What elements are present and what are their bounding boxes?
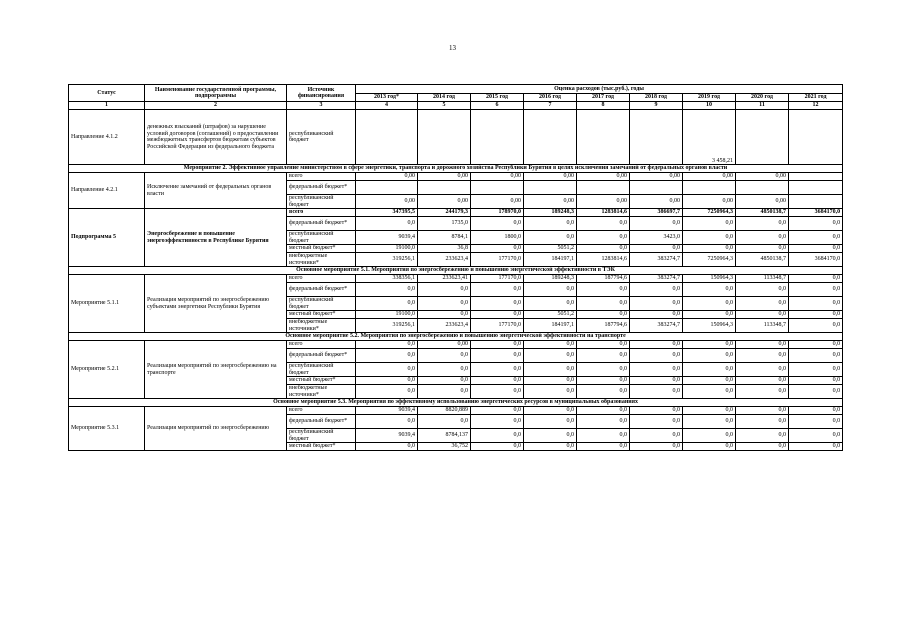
status-cell: Направление 4.1.2 bbox=[69, 110, 145, 165]
value-cell: 0,0 bbox=[736, 407, 789, 415]
col-number: 4 bbox=[356, 102, 418, 110]
source-cell: федеральный бюджет* bbox=[287, 181, 356, 195]
value-cell: 0,0 bbox=[789, 275, 843, 283]
value-cell: 0,0 bbox=[356, 297, 418, 311]
col-number: 3 bbox=[287, 102, 356, 110]
value-cell: 0,0 bbox=[736, 415, 789, 429]
source-cell: всего bbox=[287, 407, 356, 415]
value-cell: 0,0 bbox=[418, 385, 471, 399]
value-cell: 0,0 bbox=[577, 443, 630, 451]
source-cell: республиканский бюджет bbox=[287, 363, 356, 377]
value-cell: 233623,41 bbox=[418, 275, 471, 283]
source-cell: федеральный бюджет* bbox=[287, 349, 356, 363]
value-cell: 5051,2 bbox=[524, 311, 577, 319]
value-cell: 0,0 bbox=[418, 311, 471, 319]
value-cell: 0,0 bbox=[471, 311, 524, 319]
value-cell: 319256,1 bbox=[356, 319, 418, 333]
value-cell: 0,00 bbox=[630, 195, 683, 209]
block-531 bbox=[69, 407, 843, 451]
value-cell: 9039,4 bbox=[356, 407, 418, 415]
col-number: 1 bbox=[69, 102, 145, 110]
value-cell: 184197,1 bbox=[524, 253, 577, 267]
value-cell: 0,0 bbox=[789, 231, 843, 245]
value-cell: 0,0 bbox=[356, 385, 418, 399]
value-cell: 0,0 bbox=[683, 363, 736, 377]
value-cell: 0,00 bbox=[577, 173, 630, 181]
value-cell: 0,0 bbox=[736, 245, 789, 253]
value-cell: 4850138,7 bbox=[736, 253, 789, 267]
block-521 bbox=[69, 341, 843, 399]
value-cell: 0,0 bbox=[356, 363, 418, 377]
value-cell: 383274,7 bbox=[630, 319, 683, 333]
value-cell: 0,0 bbox=[683, 217, 736, 231]
value-cell: 0,0 bbox=[418, 363, 471, 377]
value-cell bbox=[630, 181, 683, 195]
col-number: 10 bbox=[683, 102, 736, 110]
value-cell: 0,00 bbox=[736, 195, 789, 209]
value-cell bbox=[577, 181, 630, 195]
value-cell: 3 458,21 bbox=[683, 110, 736, 165]
source-cell: всего bbox=[287, 275, 356, 283]
value-cell: 0,0 bbox=[524, 363, 577, 377]
value-cell: 0,0 bbox=[577, 311, 630, 319]
value-cell: 0,0 bbox=[471, 245, 524, 253]
value-cell: 244179,3 bbox=[418, 209, 471, 217]
value-cell: 0,0 bbox=[524, 407, 577, 415]
value-cell: 0,0 bbox=[524, 283, 577, 297]
value-cell: 177170,0 bbox=[471, 319, 524, 333]
value-cell: 0,0 bbox=[736, 363, 789, 377]
value-cell: 0,0 bbox=[789, 341, 843, 349]
header-year: 2013 год* bbox=[356, 94, 418, 102]
value-cell: 9039,4 bbox=[356, 429, 418, 443]
block-511 bbox=[69, 275, 843, 333]
status-cell: Мероприятие 5.3.1 bbox=[69, 407, 145, 451]
block-subprogram-5 bbox=[69, 209, 843, 267]
value-cell: 0,0 bbox=[630, 245, 683, 253]
value-cell: 0,0 bbox=[789, 415, 843, 429]
page-number: 13 bbox=[449, 44, 456, 52]
value-cell: 0,0 bbox=[683, 231, 736, 245]
value-cell: 0,0 bbox=[789, 283, 843, 297]
value-cell: 0,0 bbox=[630, 349, 683, 363]
value-cell: 0,0 bbox=[471, 217, 524, 231]
header-year: 2017 год bbox=[577, 94, 630, 102]
table-row bbox=[69, 407, 843, 415]
value-cell: 0,0 bbox=[789, 297, 843, 311]
value-cell: 0,0 bbox=[356, 377, 418, 385]
source-cell: внебюджетные источники* bbox=[287, 319, 356, 333]
source-cell: местный бюджет* bbox=[287, 245, 356, 253]
value-cell: 0,00 bbox=[356, 195, 418, 209]
section-heading: Мероприятие 2. Эффективное управление министерством в сфере энергетики, транспорта и дорожного хозяйства Республики Бурятия в целях исключения замечаний от федеральных органов власти bbox=[69, 165, 843, 173]
value-cell: 0,0 bbox=[524, 429, 577, 443]
value-cell: 184197,1 bbox=[524, 319, 577, 333]
value-cell: 0,0 bbox=[356, 283, 418, 297]
value-cell: 0,0 bbox=[471, 363, 524, 377]
value-cell: 19100,0 bbox=[356, 245, 418, 253]
source-cell: местный бюджет* bbox=[287, 443, 356, 451]
value-cell: 0,0 bbox=[471, 297, 524, 311]
value-cell: 0,00 bbox=[471, 195, 524, 209]
value-cell: 0,0 bbox=[524, 231, 577, 245]
value-cell: 0,0 bbox=[736, 385, 789, 399]
value-cell: 0,0 bbox=[524, 415, 577, 429]
value-cell: 0,00 bbox=[418, 341, 471, 349]
table-row bbox=[69, 173, 843, 181]
budget-table bbox=[68, 84, 843, 451]
value-cell: 0,0 bbox=[577, 429, 630, 443]
value-cell: 0,0 bbox=[577, 415, 630, 429]
status-cell: Подпрограмма 5 bbox=[69, 209, 145, 267]
header-source: Источник финансирования bbox=[287, 85, 356, 102]
value-cell: 0,0 bbox=[471, 377, 524, 385]
value-cell: 0,0 bbox=[683, 349, 736, 363]
value-cell: 0,0 bbox=[471, 443, 524, 451]
value-cell: 0,0 bbox=[736, 217, 789, 231]
value-cell: 0,0 bbox=[736, 283, 789, 297]
col-number: 11 bbox=[736, 102, 789, 110]
value-cell: 8784,137 bbox=[418, 429, 471, 443]
value-cell: 3423,0 bbox=[630, 231, 683, 245]
value-cell: 0,0 bbox=[683, 429, 736, 443]
value-cell: 0,0 bbox=[471, 349, 524, 363]
source-cell: республиканский бюджет bbox=[287, 297, 356, 311]
value-cell: 0,0 bbox=[577, 341, 630, 349]
value-cell: 3684170,0 bbox=[789, 253, 843, 267]
value-cell bbox=[789, 181, 843, 195]
value-cell: 347395,5 bbox=[356, 209, 418, 217]
value-cell: 0,0 bbox=[736, 349, 789, 363]
value-cell: 0,00 bbox=[577, 195, 630, 209]
value-cell: 0,0 bbox=[683, 415, 736, 429]
source-cell: местный бюджет* bbox=[287, 377, 356, 385]
value-cell: 0,0 bbox=[630, 443, 683, 451]
col-number: 6 bbox=[471, 102, 524, 110]
value-cell: 233623,4 bbox=[418, 319, 471, 333]
value-cell: 0,0 bbox=[683, 443, 736, 451]
value-cell: 1283814,6 bbox=[577, 253, 630, 267]
value-cell: 0,0 bbox=[789, 385, 843, 399]
value-cell: 187794,6 bbox=[577, 319, 630, 333]
value-cell: 0,0 bbox=[683, 297, 736, 311]
source-cell: внебюджетные источники* bbox=[287, 253, 356, 267]
value-cell: 0,0 bbox=[471, 407, 524, 415]
value-cell: 0,00 bbox=[524, 173, 577, 181]
value-cell: 0,0 bbox=[471, 385, 524, 399]
value-cell: 0,0 bbox=[577, 385, 630, 399]
value-cell: 0,0 bbox=[577, 349, 630, 363]
source-cell: федеральный бюджет* bbox=[287, 415, 356, 429]
name-cell: Реализация мероприятий по энергосбережению bbox=[145, 407, 287, 451]
value-cell: 0,0 bbox=[630, 217, 683, 231]
name-cell: денежных взысканий (штрафов) за нарушение условий договоров (соглашений) о предоставлении межбюджетных трансфертов бюджетам субъектов Российской Федерации из федерального бюджета bbox=[145, 110, 287, 165]
header-year: 2016 год bbox=[524, 94, 577, 102]
value-cell: 0,0 bbox=[683, 283, 736, 297]
col-number: 12 bbox=[789, 102, 843, 110]
name-cell: Исключение замечаний от федеральных органов власти bbox=[145, 173, 287, 209]
value-cell: 0,0 bbox=[418, 297, 471, 311]
value-cell: 0,0 bbox=[418, 283, 471, 297]
value-cell: 319256,1 bbox=[356, 253, 418, 267]
value-cell: 4850138,7 bbox=[736, 209, 789, 217]
value-cell: 0,0 bbox=[471, 341, 524, 349]
status-cell: Мероприятие 5.1.1 bbox=[69, 275, 145, 333]
value-cell: 0,00 bbox=[524, 195, 577, 209]
value-cell: 0,0 bbox=[630, 407, 683, 415]
value-cell: 1283814,6 bbox=[577, 209, 630, 217]
value-cell: 0,0 bbox=[524, 443, 577, 451]
value-cell: 0,0 bbox=[356, 341, 418, 349]
value-cell: 7250964,3 bbox=[683, 253, 736, 267]
value-cell bbox=[736, 181, 789, 195]
value-cell: 0,0 bbox=[630, 283, 683, 297]
value-cell bbox=[789, 195, 843, 209]
value-cell: 338356,1 bbox=[356, 275, 418, 283]
value-cell: 0,0 bbox=[789, 377, 843, 385]
value-cell: 0,0 bbox=[789, 407, 843, 415]
value-cell: 0,0 bbox=[736, 231, 789, 245]
value-cell: 0,00 bbox=[736, 173, 789, 181]
section-heading: Основное мероприятие 5.2. Мероприятия по энергосбережению и повышению энергетической эффективности на транспорте bbox=[69, 333, 843, 341]
value-cell: 0,0 bbox=[356, 217, 418, 231]
value-cell: 0,0 bbox=[683, 341, 736, 349]
value-cell: 0,0 bbox=[789, 319, 843, 333]
value-cell: 150964,3 bbox=[683, 319, 736, 333]
value-cell: 0,00 bbox=[683, 195, 736, 209]
value-cell: 19100,0 bbox=[356, 311, 418, 319]
source-cell: республиканский бюджет bbox=[287, 195, 356, 209]
value-cell: 0,0 bbox=[789, 429, 843, 443]
col-number: 5 bbox=[418, 102, 471, 110]
value-cell: 0,0 bbox=[789, 349, 843, 363]
value-cell: 0,0 bbox=[789, 245, 843, 253]
value-cell: 0,0 bbox=[577, 363, 630, 377]
value-cell: 0,0 bbox=[524, 349, 577, 363]
status-cell: Мероприятие 5.2.1 bbox=[69, 341, 145, 399]
value-cell: 0,0 bbox=[356, 443, 418, 451]
source-cell: республиканский бюджет bbox=[287, 110, 356, 165]
value-cell: 0,0 bbox=[577, 231, 630, 245]
value-cell: 178970,0 bbox=[471, 209, 524, 217]
value-cell bbox=[524, 181, 577, 195]
value-cell: 113348,7 bbox=[736, 275, 789, 283]
value-cell: 0,0 bbox=[736, 443, 789, 451]
value-cell bbox=[789, 173, 843, 181]
source-cell: всего bbox=[287, 341, 356, 349]
value-cell: 0,0 bbox=[577, 245, 630, 253]
source-cell: республиканский бюджет bbox=[287, 429, 356, 443]
source-cell: местный бюджет* bbox=[287, 311, 356, 319]
header-estimate: Оценка расходов (тыс.руб.), годы bbox=[356, 85, 843, 94]
header-year: 2014 год bbox=[418, 94, 471, 102]
value-cell: 36,752 bbox=[418, 443, 471, 451]
col-number: 8 bbox=[577, 102, 630, 110]
header-name: Наименование государственной программы, подпрограммы bbox=[145, 85, 287, 102]
value-cell: 113348,7 bbox=[736, 319, 789, 333]
value-cell: 0,0 bbox=[789, 443, 843, 451]
value-cell: 0,0 bbox=[683, 245, 736, 253]
value-cell: 7250964,3 bbox=[683, 209, 736, 217]
value-cell: 0,0 bbox=[630, 297, 683, 311]
value-cell: 9039,4 bbox=[356, 231, 418, 245]
col-number: 7 bbox=[524, 102, 577, 110]
header-year: 2018 год bbox=[630, 94, 683, 102]
header-year: 2021 год bbox=[789, 94, 843, 102]
value-cell: 0,00 bbox=[630, 173, 683, 181]
value-cell: 0,0 bbox=[683, 407, 736, 415]
value-cell: 0,0 bbox=[736, 297, 789, 311]
value-cell: 0,0 bbox=[736, 341, 789, 349]
value-cell: 0,0 bbox=[418, 415, 471, 429]
block-421 bbox=[69, 173, 843, 209]
table-row bbox=[69, 110, 843, 165]
value-cell: 0,0 bbox=[356, 415, 418, 429]
header-year: 2020 год bbox=[736, 94, 789, 102]
value-cell: 3684170,0 bbox=[789, 209, 843, 217]
table-row bbox=[69, 275, 843, 283]
value-cell bbox=[471, 181, 524, 195]
col-number: 9 bbox=[630, 102, 683, 110]
value-cell: 0,0 bbox=[524, 341, 577, 349]
value-cell: 1735,0 bbox=[418, 217, 471, 231]
value-cell: 0,00 bbox=[356, 173, 418, 181]
value-cell: 0,0 bbox=[736, 377, 789, 385]
value-cell: 0,0 bbox=[630, 311, 683, 319]
value-cell: 0,0 bbox=[524, 297, 577, 311]
value-cell: 8820,889 bbox=[418, 407, 471, 415]
value-cell: 0,0 bbox=[524, 377, 577, 385]
value-cell: 383274,7 bbox=[630, 253, 683, 267]
status-cell: Направление 4.2.1 bbox=[69, 173, 145, 209]
header-status: Статус bbox=[69, 85, 145, 102]
source-cell: внебюджетные источники* bbox=[287, 385, 356, 399]
col-number: 2 bbox=[145, 102, 287, 110]
header-year: 2015 год bbox=[471, 94, 524, 102]
value-cell: 0,0 bbox=[683, 377, 736, 385]
value-cell: 0,0 bbox=[736, 429, 789, 443]
value-cell: 0,00 bbox=[683, 173, 736, 181]
value-cell: 189248,3 bbox=[524, 275, 577, 283]
section-heading: Основное мероприятие 5.1. Мероприятия по энергосбережению и повышению энергетической эффективности в ТЭК bbox=[69, 267, 843, 275]
value-cell: 0,0 bbox=[683, 385, 736, 399]
value-cell: 386697,7 bbox=[630, 209, 683, 217]
value-cell: 0,0 bbox=[471, 429, 524, 443]
source-cell: республиканский бюджет bbox=[287, 231, 356, 245]
section-heading: Основное мероприятие 5.3. Мероприятия по эффективному использованию энергетических ресурсов в муниципальных образованиях bbox=[69, 399, 843, 407]
name-cell: Реализация мероприятий по энергосбережению на транспорте bbox=[145, 341, 287, 399]
value-cell: 233623,4 bbox=[418, 253, 471, 267]
value-cell: 177170,0 bbox=[471, 253, 524, 267]
value-cell: 0,0 bbox=[736, 311, 789, 319]
value-cell: 189248,3 bbox=[524, 209, 577, 217]
value-cell: 0,0 bbox=[524, 385, 577, 399]
source-cell: федеральный бюджет* bbox=[287, 217, 356, 231]
value-cell: 0,0 bbox=[356, 349, 418, 363]
name-cell: Энергосбережение и повышение энергоэффективности в Республике Бурятия bbox=[145, 209, 287, 267]
value-cell: 0,0 bbox=[630, 377, 683, 385]
value-cell: 383274,7 bbox=[630, 275, 683, 283]
value-cell bbox=[418, 181, 471, 195]
value-cell: 0,0 bbox=[577, 283, 630, 297]
value-cell: 0,00 bbox=[418, 195, 471, 209]
value-cell: 187794,6 bbox=[577, 275, 630, 283]
value-cell: 0,0 bbox=[418, 349, 471, 363]
source-cell: федеральный бюджет* bbox=[287, 283, 356, 297]
source-cell: всего bbox=[287, 209, 356, 217]
value-cell bbox=[356, 181, 418, 195]
value-cell: 0,0 bbox=[789, 217, 843, 231]
value-cell: 177170,0 bbox=[471, 275, 524, 283]
value-cell: 0,0 bbox=[471, 415, 524, 429]
value-cell: 150964,3 bbox=[683, 275, 736, 283]
value-cell: 0,0 bbox=[577, 217, 630, 231]
value-cell: 0,0 bbox=[789, 311, 843, 319]
value-cell: 5051,2 bbox=[524, 245, 577, 253]
value-cell: 0,00 bbox=[471, 173, 524, 181]
name-cell: Реализация мероприятий по энергосбережению субъектами энергетики Республики Бурятия bbox=[145, 275, 287, 333]
value-cell: 8784,1 bbox=[418, 231, 471, 245]
header-year: 2019 год bbox=[683, 94, 736, 102]
value-cell: 0,0 bbox=[630, 415, 683, 429]
value-cell: 0,0 bbox=[577, 297, 630, 311]
table-row bbox=[69, 341, 843, 349]
source-cell: всего bbox=[287, 173, 356, 181]
value-cell: 0,0 bbox=[577, 407, 630, 415]
value-cell: 0,0 bbox=[630, 385, 683, 399]
value-cell bbox=[683, 181, 736, 195]
value-cell: 0,0 bbox=[630, 363, 683, 377]
value-cell: 0,0 bbox=[683, 311, 736, 319]
value-cell: 0,0 bbox=[630, 341, 683, 349]
value-cell: 0,0 bbox=[418, 377, 471, 385]
value-cell: 0,00 bbox=[418, 173, 471, 181]
value-cell: 36,8 bbox=[418, 245, 471, 253]
value-cell: 0,0 bbox=[789, 363, 843, 377]
table-row bbox=[69, 209, 843, 217]
value-cell: 0,0 bbox=[524, 217, 577, 231]
value-cell: 0,0 bbox=[630, 429, 683, 443]
value-cell: 1800,0 bbox=[471, 231, 524, 245]
value-cell: 0,0 bbox=[577, 377, 630, 385]
value-cell: 0,0 bbox=[471, 283, 524, 297]
